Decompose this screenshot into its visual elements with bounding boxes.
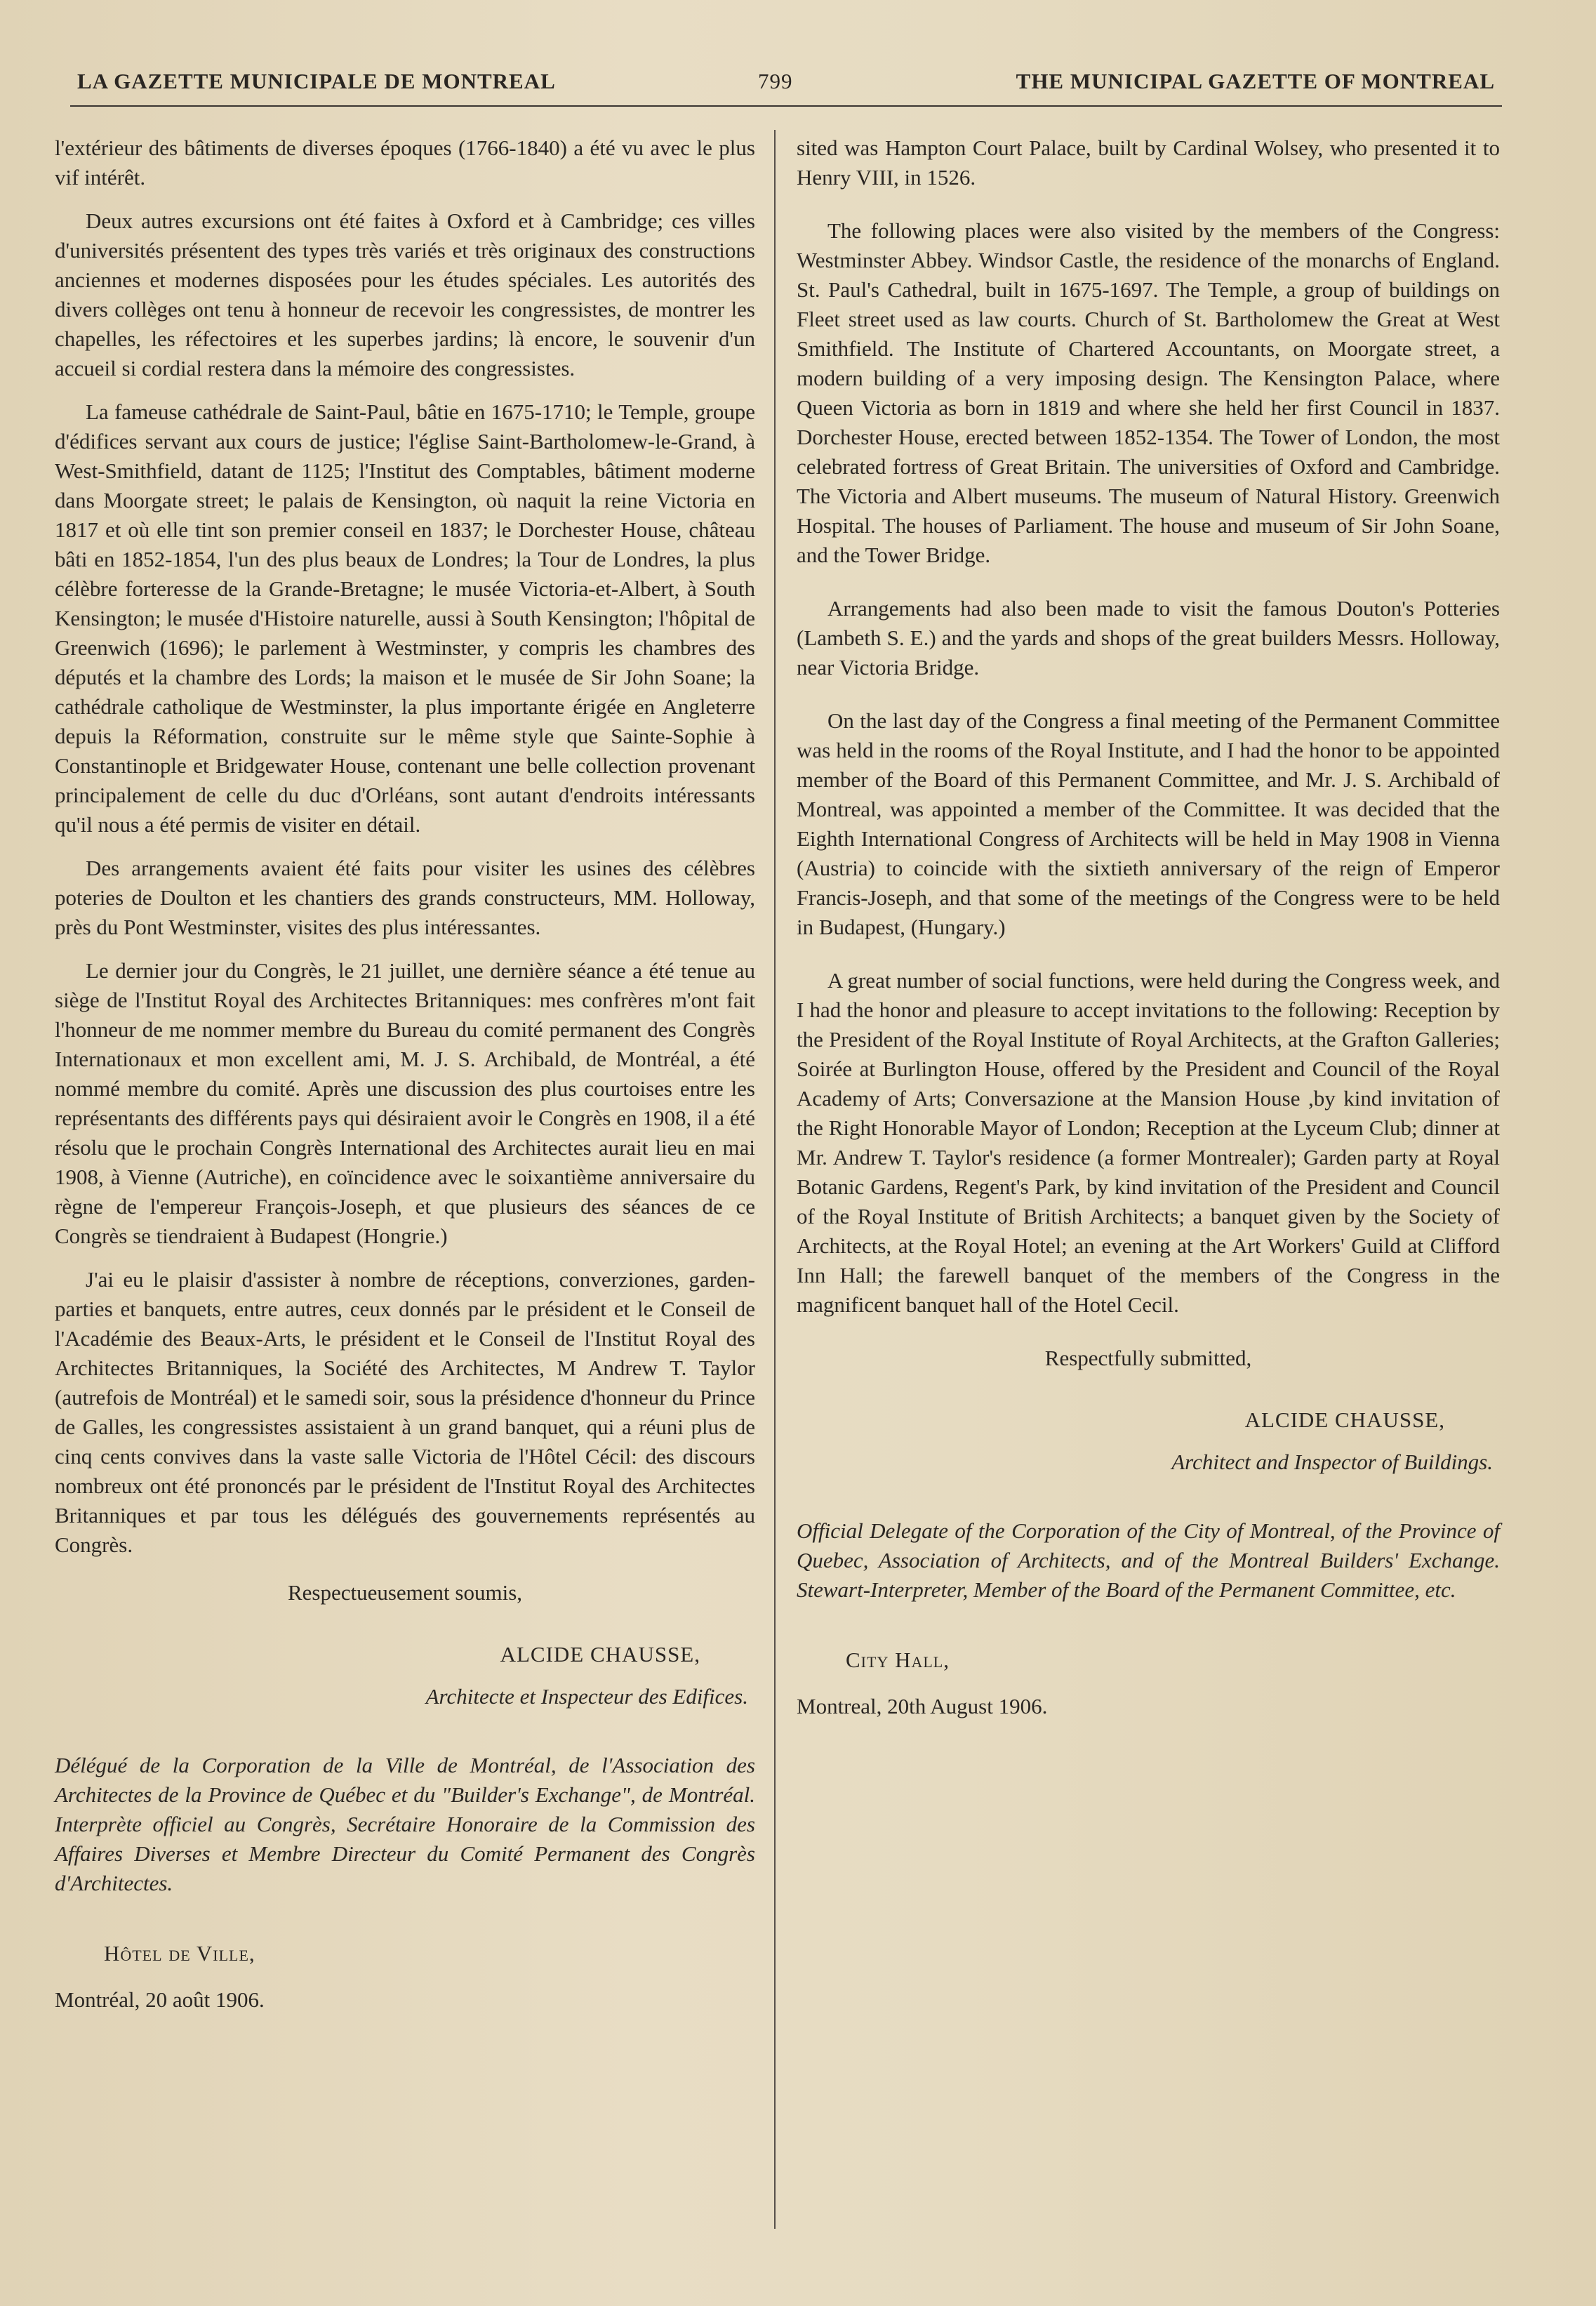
paragraph: A great number of social functions, were held during the Congress week, and I had the honor and pleasure to accept invitations to the following: Reception by the President of the Royal Institute of Royal Architects, at the Grafton Galleries; Soirée at Burlington House, offered by the President and Council of the Royal Academy of Arts; Conversazione at the Mansion House ,by kind invitation of the Right Honorable Mayor of London; Reception at the Lyceum Club; dinner at Mr. Andrew T. Taylor's residence (a former Montrealer); Garden party at Royal Botanic Gardens, Regent's Park, by kind invitation of the President and Council of the Royal Institute of British Architects; a banquet given by the Society of Architects, at the Royal Hotel; an evening at the Art Workers' Guild at Clifford Inn Hall; the farewell banquet of the members of the Congress in the magnificent banquet hall of the Hotel Cecil. xyxy=(797,968,1500,1317)
paragraph: On the last day of the Congress a final meeting of the Permanent Committee was held in the rooms of the Royal Institute, and I had the honor to be appointed member of the Board of this Permanent Committee, and Mr. J. S. Archibald of Montreal, was appointed a member of the Committee. It was decided that the Eighth International Congress of Architects will be held in May 1908 in Vienna (Austria) to coincide with the sixtieth anniversary of the reign of Emperor Francis-Joseph, and that some of the meetings of the Congress were to be held in Budapest, (Hungary.) xyxy=(797,708,1500,939)
signature-name: ALCIDE CHAUSSE, xyxy=(500,1642,700,1666)
date-line: Montréal, 20 août 1906. xyxy=(55,1987,265,2012)
paragraph: l'extérieur des bâtiments de diverses époques (1766-1840) a été vu avec le plus vif intérêt. xyxy=(55,135,755,190)
header-english-title: THE MUNICIPAL GAZETTE OF MONTREAL xyxy=(1016,69,1495,93)
paragraph: Le dernier jour du Congrès, le 21 juillet, une dernière séance a été tenue au siège de l'Institut Royal des Architectes Britanniques: mes confrères m'ont fait l'honneur de me nommer membre du Bureau du comité permanent des Congrès Internationaux et mon excellent ami, M. J. S. Archibald, de Montréal, a été nommé membre du comité. Après une discussion des plus courtoises entre les représentants des différents pays qui désiraient avoir le Congrès en 1908, il a été résolu que le prochain Congrès International des Architectes aurait lieu en mai 1908, à Vienne (Autriche), en coïncidence avec le soixantième anniversaire du règne de l'empereur François-Joseph, et que plusieurs des séances de ce Congrès se tiendraient à Budapest (Hongrie.) xyxy=(55,958,755,1248)
paragraph: Des arrangements avaient été faits pour visiter les usines des célèbres poteries de Doulton et les chantiers des grands constructeurs, MM. Holloway, près du Pont Westminster, visites des plus intéressantes. xyxy=(55,856,755,939)
english-column xyxy=(797,133,1500,1721)
french-column xyxy=(55,133,755,2015)
signature-title: Architecte et Inspecteur des Edifices. xyxy=(425,1684,748,1709)
paragraph: La fameuse cathédrale de Saint-Paul, bâtie en 1675-1710; le Temple, groupe d'édifices servant aux cours de justice; l'église Saint-Bartholomew-le-Grand, à West-Smithfield, datant de 1125; l'Institut des Comptables, bâtiment moderne dans Moorgate street; le palais de Kensington, où naquit la reine Victoria en 1817 et où elle tint son premier conseil en 1837; le Dorchester House, château bâti en 1852-1854, l'un des plus beaux de Londres; la Tour de Londres, la plus célèbre forteresse de la Grande-Bretagne; le musée Victoria-et-Albert, à South Kensington; le musée d'Histoire naturelle, aussi à South Kensington; l'hôpital de Greenwich (1696); le parlement à Westminster, y compris les chambres des députés et la chambre des Lords; la maison et le musée de Sir John Soane; la cathédrale catholique de Westminster, la plus importante érigée en Angleterre depuis la Réformation, construite sur le même style que Sainte-Sophie à Constantinople et Bridgewater House, contenant une belle collection provenant principalement de celle du duc d'Orléans, sont autant d'endroits intéressants qu'il nous a été permis de visiter en détail. xyxy=(55,399,755,837)
signature-title: Architect and Inspector of Buildings. xyxy=(1171,1450,1493,1474)
delegate-note: Délégué de la Corporation de la Ville de Montréal, de l'Association des Architectes de la Province de Québec et du "Builder's Exchange", de Montréal. Interprète officiel au Congrès, Secrétaire Honoraire de la Commission des Affaires Diverses et Membre Directeur du Comité Permanent des Congrès d'Architectes. xyxy=(55,1753,755,1895)
paragraph: The following places were also visited by the members of the Congress: Westminster Abbey. Windsor Castle, the residence of the monarchs of England. St. Paul's Cathedral, built in 1675-1697. The Temple, a group of buildings on Fleet street used as law courts. Church of St. Bartholomew the Great at West Smithfield. The Institute of Chartered Accountants, on Moorgate street, a modern building of a very imposing design. The Kensington Palace, where Queen Victoria as born in 1819 and where she held her first Council in 1837. Dorchester House, erected between 1852-1354. The Tower of London, the most celebrated fortress of Great Britain. The universities of Oxford and Cambridge. The Victoria and Albert museums. The museum of Natural History. Greenwich Hospital. The houses of Parliament. The house and museum of Sir John Soane, and the Tower Bridge. xyxy=(797,218,1500,567)
column-divider xyxy=(774,130,776,2229)
header-french-title: LA GAZETTE MUNICIPALE DE MONTREAL xyxy=(77,69,556,93)
paragraph: J'ai eu le plaisir d'assister à nombre de réceptions, converziones, garden-parties et banquets, entre autres, ceux donnés par le président et le Conseil de l'Académie des Beaux-Arts, le président et le Conseil de l'Institut Royal des Architectes Britanniques, la Société des Architectes, M Andrew T. Taylor (autrefois de Montréal) et le samedi soir, sous la présidence d'honneur du Prince de Galles, les congressistes assistaient à un grand banquet, qui a réuni plus de cinq cents convives dans la vaste salle Victoria de l'Hôtel Cécil: des discours nombreux ont été prononcés par le président de l'Institut Royal des Architectes Britanniques et par tous les délégués des gouvernements représentés au Congrès. xyxy=(55,1267,755,1557)
closing-line: Respectfully submitted, xyxy=(1044,1346,1252,1370)
paragraph: sited was Hampton Court Palace, built by Cardinal Wolsey, who presented it to Henry VIII, in 1526. xyxy=(797,135,1500,190)
paragraph: Deux autres excursions ont été faites à Oxford et à Cambridge; ces villes d'universités présentent des types très variés et très originaux des constructions anciennes et modernes disposées pour les études spéciales. Les autorités des divers collèges ont tenu à honneur de recevoir les congressistes, de montrer les chapelles, les réfectoires et les superbes jardins; là encore, le souvenir d'un accueil si cordial restera dans la mémoire des congressistes. xyxy=(55,208,755,380)
delegate-note: Official Delegate of the Corporation of the City of Montreal, of the Province of Quebec, Association of Architects, and of the Montreal Builders' Exchange. Stewart-Interpreter, Member of the Board of the Permanent Committee, etc. xyxy=(797,1518,1500,1602)
signature-name: ALCIDE CHAUSSE, xyxy=(1244,1407,1445,1432)
page-number: 799 xyxy=(758,69,793,93)
paragraph: Arrangements had also been made to visit the famous Douton's Potteries (Lambeth S. E.) and the yards and shops of the great builders Messrs. Holloway, near Victoria Bridge. xyxy=(797,596,1500,680)
header-rule xyxy=(70,105,1502,107)
page-header xyxy=(70,69,1495,111)
closing-line: Respectueusement soumis, xyxy=(287,1580,523,1605)
place-line: Hôtel de Ville, xyxy=(104,1941,255,1966)
place-line: City Hall, xyxy=(846,1648,950,1672)
date-line: Montreal, 20th August 1906. xyxy=(797,1694,1048,1718)
